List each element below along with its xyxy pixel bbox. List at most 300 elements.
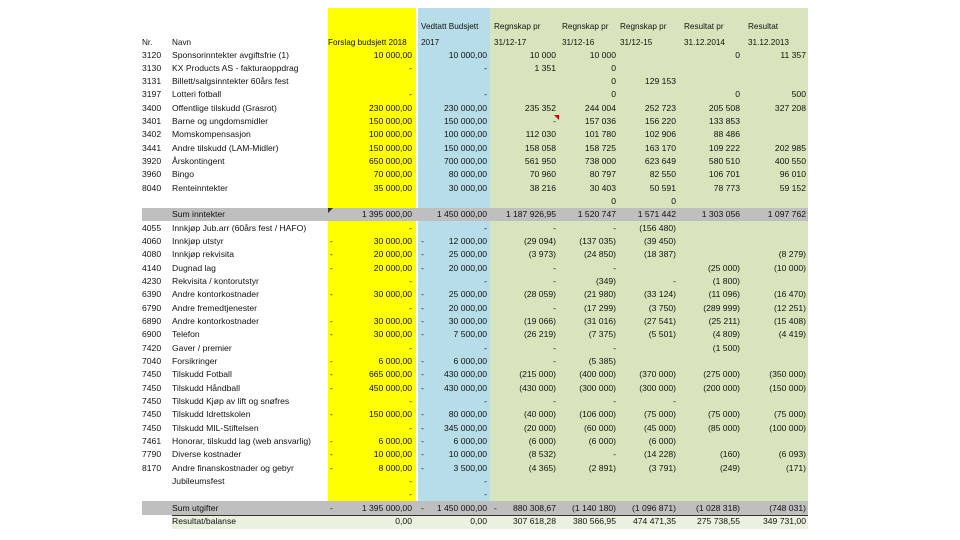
cell-regnskap-2015: (18 387) xyxy=(643,249,676,260)
cell-regnskap-2016: 30 403 xyxy=(589,182,616,193)
cell-regnskap-2017: - xyxy=(553,276,556,287)
cell-regnskap-2017: 307 618,28 xyxy=(512,516,556,527)
cell-resultat-2014: (11 096) xyxy=(708,289,740,300)
cell-regnskap-2015: 0 xyxy=(671,196,676,207)
cell-forslag-2018: 10 000,00 xyxy=(373,449,412,460)
cell-navn: Tilskudd Idrettskolen xyxy=(172,409,251,420)
cell-forslag-2018: 20 000,00 xyxy=(373,249,412,260)
cell-vedtatt-2017: 30 000,00 xyxy=(448,316,487,327)
header-vedtatt-budsjett-line1: Vedtatt Budsjett xyxy=(421,22,479,31)
cell-regnskap-2017: 70 960 xyxy=(529,169,556,180)
cell-regnskap-2017: (26 219) xyxy=(523,329,556,340)
cell-forslag-2018: 650 000,00 xyxy=(368,156,412,167)
cell-resultat-2013: (100 000) xyxy=(769,422,806,433)
cell-nr: 7450 xyxy=(142,409,162,420)
cell-regnskap-2016: (137 035) xyxy=(579,236,616,247)
cell-regnskap-2016: (2 891) xyxy=(588,462,616,473)
cell-navn: Sum utgifter xyxy=(172,502,219,513)
cell-regnskap-2016: - xyxy=(613,222,616,233)
cell-regnskap-2016: (60 000) xyxy=(583,422,616,433)
cell-vedtatt-sign: - xyxy=(421,462,424,473)
cell-regnskap-2015: 163 170 xyxy=(644,142,676,153)
cell-resultat-2013: (350 000) xyxy=(769,369,806,380)
cell-regnskap-2016: (6 000) xyxy=(588,436,616,447)
cell-resultat-2013: (12 251) xyxy=(773,302,806,313)
cell-vedtatt-2017: 430 000,00 xyxy=(443,382,487,393)
header-regnskap-2016-line2: 31/12-16 xyxy=(562,38,595,47)
cell-forslag-sign: - xyxy=(330,382,333,393)
header-regnskap-2017-line1: Regnskap pr xyxy=(494,22,541,31)
cell-nr: 3197 xyxy=(142,89,162,100)
cell-vedtatt-2017: 25 000,00 xyxy=(448,289,487,300)
cell-nr: 4060 xyxy=(142,236,162,247)
cell-forslag-sign: - xyxy=(330,262,333,273)
cell-resultat-2013: 11 357 xyxy=(780,49,806,60)
cell-nr: 4080 xyxy=(142,249,162,260)
cell-forslag-2018: 150 000,00 xyxy=(368,409,412,420)
cell-resultat-2014: (249) xyxy=(719,462,740,473)
cell-navn: Lotteri fotball xyxy=(172,89,222,100)
cell-navn: Billett/salgsinntekter 60års fest xyxy=(172,76,289,87)
cell-regnskap-2017: (20 000) xyxy=(523,422,556,433)
cell-forslag-2018: 8 000,00 xyxy=(378,462,412,473)
cell-regnskap-2015: (75 000) xyxy=(643,409,676,420)
cell-regnskap-2015: 50 591 xyxy=(649,182,676,193)
cell-resultat-2013: (171) xyxy=(785,462,806,473)
header-resultat-2013-line2: 31.12.2013 xyxy=(748,38,789,47)
cell-regnskap-2015: 129 153 xyxy=(644,76,676,87)
cell-regnskap-2016: 244 004 xyxy=(584,102,616,113)
cell-regnskap-2017: (8 532) xyxy=(528,449,556,460)
cell-regnskap-2016: (31 016) xyxy=(583,316,616,327)
cell-navn: Andre kontorkostnader xyxy=(172,316,259,327)
cell-forslag-2018: 30 000,00 xyxy=(373,316,412,327)
header-regnskap-2016-line1: Regnskap pr xyxy=(562,22,609,31)
cell-nr: 7450 xyxy=(142,422,162,433)
cell-vedtatt-2017: 10 000,00 xyxy=(448,449,487,460)
cell-regnskap-2015: 474 471,35 xyxy=(632,516,676,527)
cell-nr: 7420 xyxy=(142,342,162,353)
cell-navn: Tilskudd MIL-Stiftelsen xyxy=(172,422,259,433)
cell-nr: 3400 xyxy=(142,102,162,113)
cell-regnskap-2015: - xyxy=(673,396,676,407)
cell-vedtatt-2017: 150 000,00 xyxy=(443,116,487,127)
cell-vedtatt-sign: - xyxy=(421,236,424,247)
cell-forslag-2018: - xyxy=(409,276,412,287)
cell-regnskap-2015: (39 450) xyxy=(643,236,676,247)
cell-forslag-2018: 450 000,00 xyxy=(368,382,412,393)
cell-navn: Momskompensasjon xyxy=(172,129,251,140)
cell-resultat-2013: 349 731,00 xyxy=(762,516,806,527)
cell-resultat-2014: 78 773 xyxy=(713,182,740,193)
cell-vedtatt-sign: - xyxy=(421,329,424,340)
cell-nr: 4140 xyxy=(142,262,162,273)
cell-resultat-2014: (289 999) xyxy=(703,302,740,313)
cell-resultat-2014: 580 510 xyxy=(708,156,740,167)
cell-vedtatt-2017: - xyxy=(484,489,487,500)
cell-regnskap-2017: (29 094) xyxy=(523,236,556,247)
cell-resultat-2014: 88 486 xyxy=(713,129,740,140)
cell-nr: 8040 xyxy=(142,182,162,193)
cell-resultat-2013: 96 010 xyxy=(779,169,806,180)
cell-vedtatt-sign: - xyxy=(421,249,424,260)
cell-regnskap-2015: - xyxy=(673,276,676,287)
cell-regnskap-2016: 380 566,95 xyxy=(572,516,616,527)
cell-regnskap-2016: (17 299) xyxy=(583,302,616,313)
cell-regnskap-2017: (4 365) xyxy=(528,462,556,473)
cell-resultat-2013: (748 031) xyxy=(769,502,806,513)
cell-nr: 6390 xyxy=(142,289,162,300)
cell-nr: 3120 xyxy=(142,49,162,60)
cell-regnskap-2017: 38 216 xyxy=(529,182,556,193)
cell-navn: KX Products AS - fakturaoppdrag xyxy=(172,62,299,73)
cell-resultat-2013: (10 000) xyxy=(773,262,806,273)
cell-regnskap-2016: (400 000) xyxy=(579,369,616,380)
cell-navn: Bingo xyxy=(172,169,194,180)
cell-forslag-2018: 30 000,00 xyxy=(373,329,412,340)
cell-forslag-2018: - xyxy=(409,396,412,407)
cell-navn: Telefon xyxy=(172,329,200,340)
cell-vedtatt-sign: - xyxy=(421,356,424,367)
cell-regnskap-2016: 10 000 xyxy=(589,49,616,60)
cell-navn: Jubileumsfest xyxy=(172,476,225,487)
cell-resultat-2014: (25 000) xyxy=(707,262,740,273)
cell-nr: 3920 xyxy=(142,156,162,167)
cell-forslag-2018: 30 000,00 xyxy=(373,236,412,247)
cell-vedtatt-2017: 230 000,00 xyxy=(443,102,487,113)
cell-resultat-2014: (75 000) xyxy=(707,409,740,420)
header-nr: Nr. xyxy=(142,38,153,47)
cell-regnskap-2015: (300 000) xyxy=(639,382,676,393)
cell-navn: Innkjøp Jub.arr (60års fest / HAFO) xyxy=(172,222,307,233)
cell-nr: 4055 xyxy=(142,222,162,233)
cell-forslag-2018: 30 000,00 xyxy=(373,289,412,300)
cell-nr: 7790 xyxy=(142,449,162,460)
cell-forslag-2018: 6 000,00 xyxy=(378,356,412,367)
cell-forslag-2018: 10 000,00 xyxy=(373,49,412,60)
cell-regnskap-2015: 82 550 xyxy=(649,169,676,180)
cell-vedtatt-2017: 1 450 000,00 xyxy=(436,502,487,513)
cell-forslag-2018: 1 395 000,00 xyxy=(361,502,412,513)
header-resultat-2013-line1: Resultat xyxy=(748,22,779,31)
cell-regnskap-2016: 0 xyxy=(611,89,616,100)
cell-regnskap-2016: - xyxy=(613,262,616,273)
cell-vedtatt-sign: - xyxy=(421,422,424,433)
cell-forslag-2018: 100 000,00 xyxy=(368,129,412,140)
cell-forslag-2018: 150 000,00 xyxy=(368,142,412,153)
cell-forslag-sign: - xyxy=(330,316,333,327)
header-regnskap-2017-line2: 31/12-17 xyxy=(494,38,527,47)
cell-regnskap-2017: 880 308,67 xyxy=(512,502,556,513)
cell-resultat-2014: 1 303 056 xyxy=(701,209,740,220)
header-regnskap-2015-line1: Regnskap pr xyxy=(620,22,667,31)
cell-navn: Tilskudd Håndball xyxy=(172,382,240,393)
cell-resultat-2014: 109 222 xyxy=(708,142,740,153)
cell-navn: Sum inntekter xyxy=(172,209,226,220)
cell-nr: 3130 xyxy=(142,62,162,73)
cell-resultat-2014: (1 500) xyxy=(712,342,740,353)
cell-resultat-2014: 106 701 xyxy=(708,169,740,180)
cell-forslag-2018: - xyxy=(409,489,412,500)
cell-vedtatt-2017: - xyxy=(484,62,487,73)
cell-nr: 7461 xyxy=(142,436,162,447)
cell-forslag-2018: - xyxy=(409,476,412,487)
cell-resultat-2014: 0 xyxy=(735,89,740,100)
cell-vedtatt-2017: 80 000,00 xyxy=(448,169,487,180)
cell-vedtatt-2017: - xyxy=(484,222,487,233)
cell-resultat-2014: 205 508 xyxy=(708,102,740,113)
cell-vedtatt-2017: 20 000,00 xyxy=(448,262,487,273)
cell-regnskap-2016: - xyxy=(613,342,616,353)
cell-regnskap-2015: 623 649 xyxy=(644,156,676,167)
cell-regnskap-2016: (106 000) xyxy=(579,409,616,420)
cell-nr: 7450 xyxy=(142,382,162,393)
cell-regnskap-2017: (28 059) xyxy=(523,289,556,300)
cell-navn: Forsikringer xyxy=(172,356,218,367)
cell-regnskap-2016: 1 520 747 xyxy=(577,209,616,220)
cell-forslag-2018: 35 000,00 xyxy=(373,182,412,193)
cell-nr: 8170 xyxy=(142,462,162,473)
cell-vedtatt-2017: - xyxy=(484,396,487,407)
cell-regnskap-2017: - xyxy=(553,396,556,407)
cell-forslag-2018: - xyxy=(409,89,412,100)
cell-regnskap-2017: 1 351 xyxy=(534,62,556,73)
cell-regnskap-2017: 235 352 xyxy=(524,102,556,113)
cell-regnskap-2015: 156 220 xyxy=(644,116,676,127)
cell-regnskap-2016: (21 980) xyxy=(583,289,616,300)
cell-vedtatt-2017: 80 000,00 xyxy=(448,409,487,420)
cell-regnskap-2015: 102 906 xyxy=(644,129,676,140)
cell-forslag-2018: - xyxy=(409,302,412,313)
cell-nr: 3441 xyxy=(142,142,162,153)
cell-regnskap-2015: (1 096 871) xyxy=(632,502,676,513)
comment-indicator-sum[interactable] xyxy=(328,208,333,213)
cell-regnskap-2015: (27 541) xyxy=(643,316,676,327)
cell-regnskap-2016: - xyxy=(613,396,616,407)
cell-regnskap-2017: - xyxy=(553,262,556,273)
cell-regnskap-2017: - xyxy=(553,302,556,313)
cell-vedtatt-2017: - xyxy=(484,342,487,353)
cell-regnskap-2015: (370 000) xyxy=(639,369,676,380)
cell-forslag-2018: - xyxy=(409,422,412,433)
header-navn: Navn xyxy=(172,38,192,47)
cell-navn: Tilskudd Kjøp av lift og snøfres xyxy=(172,396,290,407)
cell-forslag-2018: 1 395 000,00 xyxy=(361,209,412,220)
cell-regnskap-2016: 157 036 xyxy=(584,116,616,127)
header-resultat-2014-line2: 31.12.2014 xyxy=(684,38,725,47)
cell-resultat-2014: 275 738,55 xyxy=(696,516,740,527)
cell-forslag-sign: - xyxy=(330,449,333,460)
cell-resultat-2014: 0 xyxy=(735,49,740,60)
cell-regnskap-2016: (24 850) xyxy=(583,249,616,260)
cell-forslag-2018: 0,00 xyxy=(395,516,412,527)
cell-resultat-2014: (160) xyxy=(719,449,740,460)
cell-nr: 6890 xyxy=(142,316,162,327)
cell-resultat-2013: 400 550 xyxy=(774,156,806,167)
cell-navn: Sponsorinntekter avgiftsfrie (1) xyxy=(172,49,290,60)
cell-nr: 7450 xyxy=(142,369,162,380)
cell-nr: 3402 xyxy=(142,129,162,140)
cell-regnskap-2016: 101 780 xyxy=(584,129,616,140)
cell-resultat-2013: (150 000) xyxy=(769,382,806,393)
cell-navn: Resultat/balanse xyxy=(172,516,237,527)
cell-regnskap-2015: (33 124) xyxy=(643,289,676,300)
cell-regnskap-2015: (5 501) xyxy=(648,329,676,340)
cell-regnskap-2016: 0 xyxy=(611,196,616,207)
header-forslag-budsjett: Forslag budsjett 2018 xyxy=(328,38,407,47)
cell-resultat-2013: (4 419) xyxy=(778,329,806,340)
cell-forslag-2018: - xyxy=(409,342,412,353)
cell-forslag-sign: - xyxy=(330,329,333,340)
cell-nr: 4230 xyxy=(142,276,162,287)
cell-navn: Innkjøp utstyr xyxy=(172,236,224,247)
cell-regnskap-2016: 738 000 xyxy=(584,156,616,167)
cell-vedtatt-2017: 20 000,00 xyxy=(448,302,487,313)
cell-forslag-2018: 20 000,00 xyxy=(373,262,412,273)
cell-vedtatt-sign: - xyxy=(421,382,424,393)
cell-forslag-sign: - xyxy=(330,236,333,247)
cell-regnskap-2017: 158 058 xyxy=(524,142,556,153)
cell-forslag-2018: 230 000,00 xyxy=(368,102,412,113)
cell-navn: Andre tilskudd (LAM-Midler) xyxy=(172,142,279,153)
cell-regnskap-2016: 80 797 xyxy=(589,169,616,180)
cell-resultat-2013: 59 152 xyxy=(779,182,806,193)
cell-resultat-2013: 327 208 xyxy=(774,102,806,113)
cell-navn: Rekvisita / kontorutstyr xyxy=(172,276,259,287)
cell-vedtatt-sign: - xyxy=(421,289,424,300)
cell-forslag-sign: - xyxy=(330,462,333,473)
cell-nr: 7040 xyxy=(142,356,162,367)
cell-vedtatt-sign: - xyxy=(421,436,424,447)
cell-forslag-sign: - xyxy=(330,289,333,300)
cell-regnskap-2017: (3 973) xyxy=(528,249,556,260)
cell-navn: Andre fremedtjenester xyxy=(172,302,258,313)
cell-regnskap-2016: (300 000) xyxy=(579,382,616,393)
cell-navn: Andre finanskostnader og gebyr xyxy=(172,462,294,473)
cell-vedtatt-2017: 12 000,00 xyxy=(448,236,487,247)
cell-resultat-2013: 202 985 xyxy=(774,142,806,153)
cell-navn: Barne og ungdomsmidler xyxy=(172,116,269,127)
cell-vedtatt-2017: 430 000,00 xyxy=(443,369,487,380)
cell-regnskap-2015: (14 228) xyxy=(643,449,676,460)
cell-vedtatt-2017: 1 450 000,00 xyxy=(436,209,487,220)
cell-regnskap-2016: - xyxy=(613,449,616,460)
cell-forslag-2018: - xyxy=(409,62,412,73)
cell-navn: Gaver / premier xyxy=(172,342,232,353)
cell-resultat-2013: 500 xyxy=(791,89,806,100)
cell-regnskap-2016: 0 xyxy=(611,76,616,87)
cell-forslag-2018: 665 000,00 xyxy=(368,369,412,380)
cell-nr: 6900 xyxy=(142,329,162,340)
cell-regnskap-2017: 561 950 xyxy=(524,156,556,167)
cell-regnskap-2016: 158 725 xyxy=(584,142,616,153)
cell-resultat-2013: (8 279) xyxy=(778,249,806,260)
cell-regnskap-2016: 0 xyxy=(611,62,616,73)
cell-regnskap-2016: (5 385) xyxy=(588,356,616,367)
cell-resultat-2014: (1 028 318) xyxy=(696,502,740,513)
cell-regnskap-2016: (1 140 180) xyxy=(572,502,616,513)
cell-vedtatt-2017: 30 000,00 xyxy=(448,182,487,193)
cell-regnskap-2017: (215 000) xyxy=(519,369,556,380)
cell-nr: 3131 xyxy=(142,76,162,87)
cell-vedtatt-sign: - xyxy=(421,302,424,313)
comment-indicator[interactable] xyxy=(554,115,559,120)
cell-regnskap-2017: (6 000) xyxy=(528,436,556,447)
cell-vedtatt-sign: - xyxy=(421,409,424,420)
cell-regnskap-2015: 1 571 442 xyxy=(637,209,676,220)
cell-vedtatt-2017: 10 000,00 xyxy=(448,49,487,60)
cell-resultat-2013: (16 470) xyxy=(773,289,806,300)
cell-vedtatt-2017: - xyxy=(484,89,487,100)
cell-nr: 7450 xyxy=(142,396,162,407)
cell-navn: Andre kontorkostnader xyxy=(172,289,259,300)
budget-spreadsheet xyxy=(142,8,808,527)
cell-regnskap-2015: 252 723 xyxy=(644,102,676,113)
cell-regnskap-2017: 10 000 xyxy=(529,49,556,60)
cell-navn: Årskontingent xyxy=(172,156,225,167)
cell-resultat-2013: (75 000) xyxy=(773,409,806,420)
cell-vedtatt-2017: 3 500,00 xyxy=(453,462,487,473)
cell-navn: Dugnad lag xyxy=(172,262,216,273)
cell-resultat-2014: (200 000) xyxy=(703,382,740,393)
cell-regnskap-2017: (19 066) xyxy=(523,316,556,327)
cell-navn: Diverse kostnader xyxy=(172,449,242,460)
cell-resultat-2014: (275 000) xyxy=(703,369,740,380)
cell-forslag-sign: - xyxy=(330,369,333,380)
cell-nr: 3401 xyxy=(142,116,162,127)
cell-resultat-2013: 1 097 762 xyxy=(767,209,806,220)
cell-regnskap-2015: (6 000) xyxy=(648,436,676,447)
cell-regnskap-2017: - xyxy=(553,342,556,353)
header-regnskap-2015-line2: 31/12-15 xyxy=(620,38,653,47)
cell-forslag-sign: - xyxy=(330,436,333,447)
cell-resultat-2014: (25 211) xyxy=(708,316,740,327)
cell-navn: Offentlige tilskudd (Grasrot) xyxy=(172,102,277,113)
cell-regnskap-2017: - xyxy=(553,222,556,233)
cell-forslag-2018: 6 000,00 xyxy=(378,436,412,447)
cell-regnskap-2017: 112 030 xyxy=(525,129,556,140)
cell-regnskap-2016: (7 375) xyxy=(588,329,616,340)
cell-regnskap-2015: (3 791) xyxy=(648,462,676,473)
cell-vedtatt-2017: 0,00 xyxy=(470,516,487,527)
cell-forslag-2018: 150 000,00 xyxy=(368,116,412,127)
cell-vedtatt-2017: 100 000,00 xyxy=(443,129,487,140)
cell-regnskap-2017-sign: - xyxy=(494,502,497,513)
cell-vedtatt-2017: - xyxy=(484,276,487,287)
cell-vedtatt-sign: - xyxy=(421,449,424,460)
cell-resultat-2014: (85 000) xyxy=(707,422,740,433)
cell-forslag-sign: - xyxy=(330,502,333,513)
cell-regnskap-2017: (430 000) xyxy=(519,382,556,393)
cell-vedtatt-sign: - xyxy=(421,369,424,380)
cell-vedtatt-2017: 345 000,00 xyxy=(443,422,487,433)
cell-vedtatt-sign: - xyxy=(421,262,424,273)
cell-vedtatt-2017: 25 000,00 xyxy=(448,249,487,260)
cell-resultat-2013: (6 093) xyxy=(778,449,806,460)
cell-navn: Innkjøp rekvisita xyxy=(172,249,235,260)
cell-vedtatt-2017: - xyxy=(484,476,487,487)
cell-resultat-2014: (1 800) xyxy=(712,276,740,287)
cell-vedtatt-2017: 150 000,00 xyxy=(443,142,487,153)
cell-forslag-sign: - xyxy=(330,249,333,260)
cell-forslag-2018: - xyxy=(409,222,412,233)
cell-regnskap-2015: (3 750) xyxy=(648,302,676,313)
cell-regnskap-2017: - xyxy=(553,356,556,367)
cell-regnskap-2015: (45 000) xyxy=(643,422,676,433)
cell-vedtatt-2017: 6 000,00 xyxy=(453,436,487,447)
cell-regnskap-2017: - xyxy=(553,116,556,127)
cell-vedtatt-sign: - xyxy=(421,316,424,327)
